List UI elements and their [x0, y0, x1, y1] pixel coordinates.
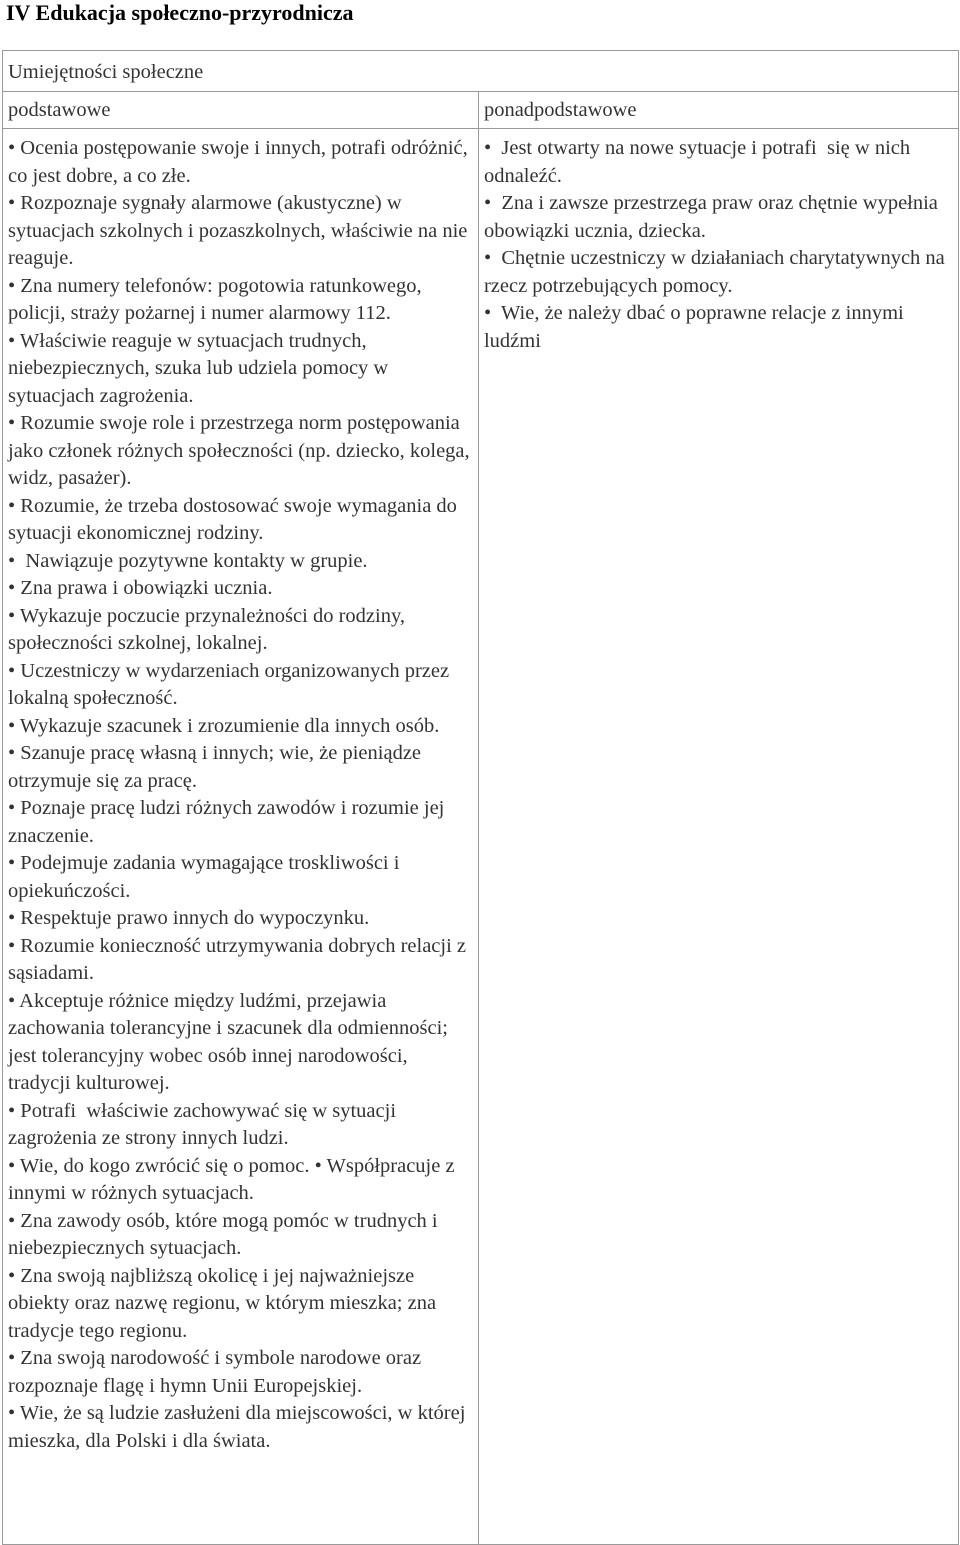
- section-header: Umiejętności społeczne: [3, 51, 959, 92]
- list-item: • Zna swoją narodowość i symbole narodowe oraz rozpoznaje flagę i hymn Unii Europejskiej.: [8, 1347, 427, 1397]
- list-item: • Ocenia postępowanie swoje i innych, potrafi odróżnić, co jest dobre, a co złe.: [8, 137, 473, 187]
- list-item: • Podejmuje zadania wymagające troskliwości i opiekuńczości.: [8, 852, 405, 902]
- content-row: [3, 129, 959, 1545]
- skills-table: [2, 50, 959, 1545]
- list-item: • Zna i zawsze przestrzega praw oraz chętnie wypełnia obowiązki ucznia, dziecka.: [483, 192, 944, 242]
- list-item: • Szanuje pracę własną i innych; wie, że pieniądze otrzymuje się za pracę.: [8, 742, 427, 792]
- list-item: • Akceptuje różnice między ludźmi, przejawia zachowania tolerancyjne i szacunek dla odmienności; jest tolerancyjny wobec osób innej narodowości, tradycji kulturowej.: [8, 989, 454, 1094]
- list-item: • Rozumie, że trzeba dostosować swoje wymagania do sytuacji ekonomicznej rodziny.: [8, 494, 463, 544]
- list-item: • Rozpoznaje sygnały alarmowe (akustyczne) w sytuacjach szkolnych i pozaszkolnych, właściwie na nie reaguje.: [8, 192, 473, 269]
- list-item: • Rozumie swoje role i przestrzega norm postępowania jako członek różnych społeczności (np. dziecko, kolega, widz, pasażer).: [8, 412, 475, 489]
- list-item: • Zna swoją najbliższą okolicę i jej najważniejsze obiekty oraz nazwę regionu, w którym mieszka; zna tradycje tego regionu.: [8, 1264, 442, 1342]
- list-item: • Jest otwarty na nowe sytuacje i potrafi się w nich odnaleźć.: [483, 137, 916, 187]
- list-item: • Nawiązuje pozytywne kontakty w grupie.: [8, 549, 368, 572]
- list-item: • Uczestniczy w wydarzeniach organizowanych przez lokalną społeczność.: [8, 659, 455, 709]
- list-item: • Rozumie konieczność utrzymywania dobrych relacji z sąsiadami.: [8, 934, 472, 984]
- list-item: • Zna numery telefonów: pogotowia ratunkowego, policji, straży pożarnej i numer alarmowy 112.: [8, 274, 427, 324]
- list-item: • Wie, że są ludzie zasłużeni dla miejscowości, w której mieszka, dla Polski i dla świata.: [8, 1402, 471, 1452]
- basic-skills-list: [3, 129, 479, 1545]
- list-item: • Potrafi właściwie zachowywać się w sytuacji zagrożenia ze strony innych ludzi.: [8, 1099, 402, 1149]
- list-item: • Wykazuje szacunek i zrozumienie dla innych osób.: [8, 714, 440, 737]
- list-item: • Wie, że należy dbać o poprawne relacje z innymi ludźmi: [483, 302, 909, 352]
- list-item: • Respektuje prawo innych do wypoczynku.: [8, 907, 370, 929]
- list-item: • Zna zawody osób, które mogą pomóc w trudnych i niebezpiecznych sytuacjach.: [8, 1209, 443, 1259]
- advanced-skills-list: [478, 129, 958, 1545]
- level-header-row: [3, 92, 959, 129]
- list-item: • Zna prawa i obowiązki ucznia.: [8, 577, 273, 599]
- column-header-basic: podstawowe: [3, 92, 479, 129]
- section-header-row: [3, 51, 959, 92]
- page-title: IV Edukacja społeczno-przyrodnicza: [6, 0, 354, 25]
- list-item: • Chętnie uczestniczy w działaniach charytatywnych na rzecz potrzebujących pomocy.: [483, 247, 950, 297]
- column-header-advanced: ponadpodstawowe: [478, 92, 958, 129]
- list-item: • Właściwie reaguje w sytuacjach trudnych, niebezpiecznych, szuka lub udziela pomocy w sytuacjach zagrożenia.: [8, 329, 394, 407]
- list-item: • Poznaje pracę ludzi różnych zawodów i rozumie jej znaczenie.: [8, 797, 450, 847]
- list-item: • Wie, do kogo zwrócić się o pomoc. • Współpracuje z innymi w różnych sytuacjach.: [8, 1154, 460, 1204]
- list-item: • Wykazuje poczucie przynależności do rodziny, społeczności szkolnej, lokalnej.: [8, 604, 411, 654]
